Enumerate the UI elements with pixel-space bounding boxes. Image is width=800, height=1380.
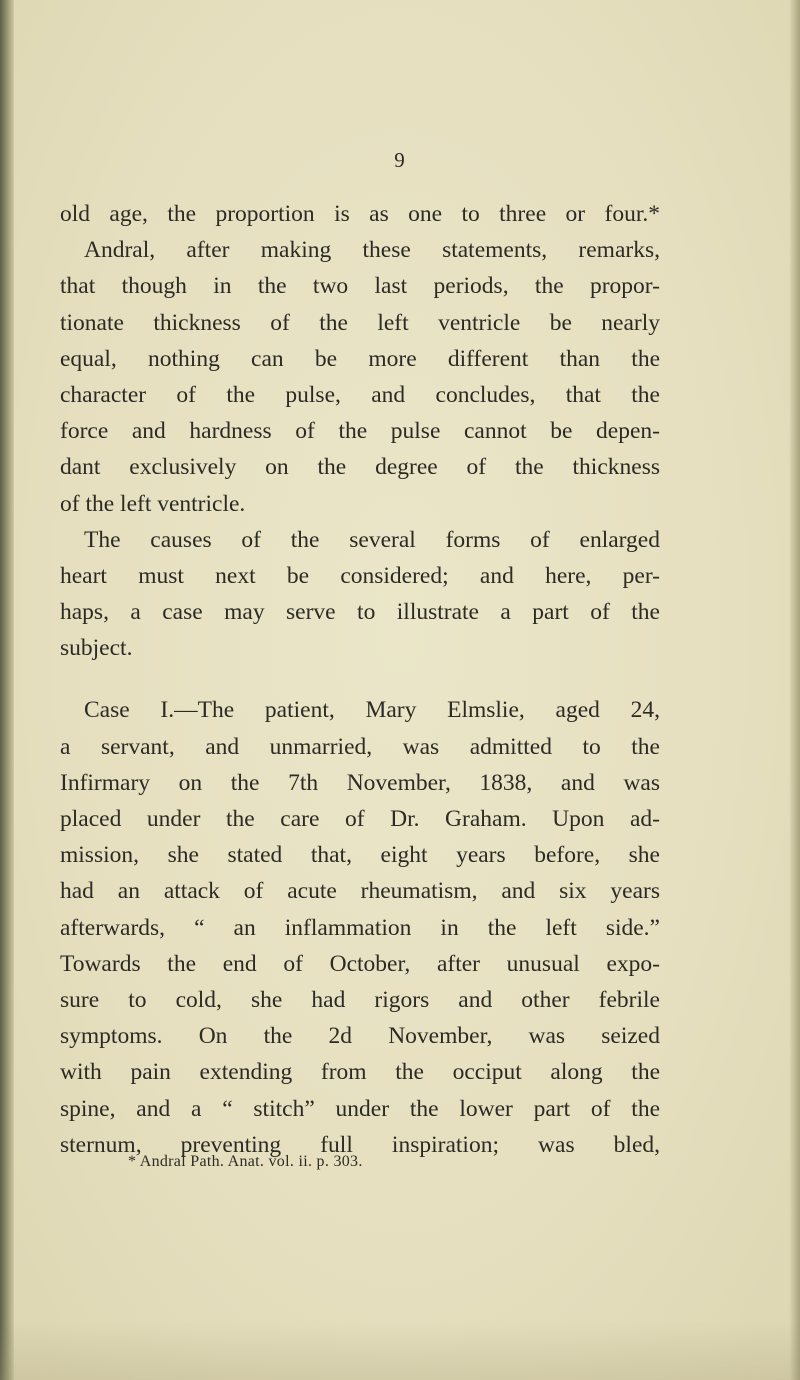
paragraph-gap <box>60 666 660 692</box>
text-line: Case I.—The patient, Mary Elmslie, aged 24, <box>84 697 660 724</box>
text-line: character of the pulse, and concludes, that the <box>60 381 660 408</box>
text-line: old age, the proportion is as one to three or four.* <box>60 201 660 227</box>
text-line: a servant, and unmarried, was admitted to the <box>60 733 660 760</box>
paragraph <box>60 196 660 522</box>
text-line: The causes of the several forms of enlarged <box>84 526 660 553</box>
text-line: sternum, preventing full inspiration; was bled, <box>60 1131 660 1158</box>
text-line: placed under the care of Dr. Graham. Upon ad- <box>60 806 660 832</box>
text-line: mission, she stated that, eight years before, she <box>60 842 660 869</box>
text-line: heart must next be considered; and here, per- <box>60 562 660 589</box>
text-line: equal, nothing can be more different than the <box>60 345 660 372</box>
text-line: afterwards, “ an inflammation in the left side.” <box>60 914 660 941</box>
text-line: Infirmary on the 7th November, 1838, and was <box>60 769 660 796</box>
text-line: had an attack of acute rheumatism, and six years <box>60 878 660 905</box>
page-bottom-shade <box>0 1320 800 1380</box>
paragraph <box>60 692 660 1162</box>
text-line: with pain extending from the occiput along the <box>60 1059 660 1086</box>
text-line: Andral, after making these statements, remarks, <box>84 237 660 264</box>
text-line: haps, a case may serve to illustrate a part of the <box>60 599 660 626</box>
text-line: that though in the two last periods, the propor- <box>60 273 660 300</box>
text-line: of the left ventricle. <box>60 490 246 517</box>
text-line: spine, and a “ stitch” under the lower part of the <box>60 1095 660 1122</box>
body-text <box>60 196 660 1163</box>
text-line: Towards the end of October, after unusual expo- <box>60 950 660 977</box>
text-line: force and hardness of the pulse cannot be depen- <box>60 418 660 445</box>
paragraph <box>60 522 660 667</box>
text-line: symptoms. On the 2d November, was seized <box>60 1023 660 1050</box>
page-binding-edge <box>0 0 14 1380</box>
text-line: tionate thickness of the left ventricle be nearly <box>60 309 660 336</box>
text-line: subject. <box>60 635 133 662</box>
footnote: * Andral Path. Anat. vol. ii. p. 303. <box>128 1153 363 1170</box>
page-number: 9 <box>394 148 406 172</box>
text-line: dant exclusively on the degree of the thickness <box>60 454 660 481</box>
page-right-edge <box>790 0 800 1380</box>
text-line: sure to cold, she had rigors and other febrile <box>60 986 660 1013</box>
